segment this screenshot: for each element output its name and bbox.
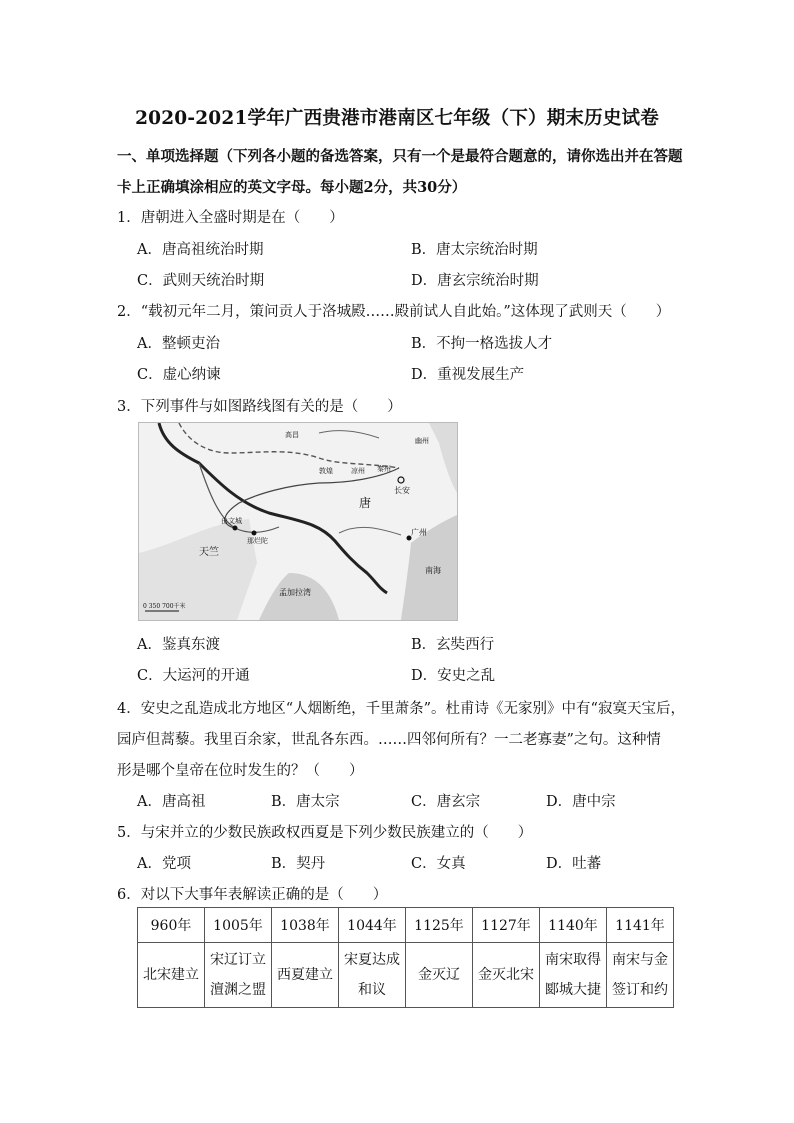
label-liangzhou: 凉州: [351, 467, 365, 475]
changan-marker: [398, 477, 404, 483]
event-text: 南宋与金: [612, 952, 668, 968]
event-cell: [272, 943, 339, 1008]
year-cell: 1005年: [205, 908, 272, 943]
event-text: 金灭辽: [418, 967, 460, 983]
label-scale: 0 350 700千米: [143, 603, 186, 610]
timeline-event-row: [138, 943, 674, 1008]
q5-option-d[interactable]: D．吐蕃: [546, 856, 602, 872]
event-cell: [406, 943, 473, 1008]
q3-option-a[interactable]: A．鉴真东渡: [137, 637, 220, 653]
label-south-sea: 南海: [425, 566, 441, 575]
event-text: 金灭北宋: [478, 967, 534, 983]
event-text: 签订和约: [612, 982, 668, 998]
event-text: 北宋建立: [143, 967, 199, 983]
q4-option-c[interactable]: C．唐玄宗: [411, 794, 481, 810]
question-2-stem: 2．“载初元年二月，策问贡人于洛城殿……殿前试人自此始。”这体现了武则天（ ）: [117, 304, 671, 320]
q5-option-b[interactable]: B．契丹: [271, 856, 326, 872]
event-text: 西夏建立: [277, 967, 333, 983]
nalanda-marker: [252, 531, 257, 536]
year-cell: 1125年: [406, 908, 473, 943]
event-cell: [205, 943, 272, 1008]
q1-option-a[interactable]: A．唐高祖统治时期: [137, 242, 264, 258]
event-cell: [138, 943, 205, 1008]
year-cell: 1140年: [540, 908, 607, 943]
question-5-stem: 5．与宋并立的少数民族政权西夏是下列少数民族建立的（ ）: [117, 825, 533, 841]
route-line-north: [179, 423, 399, 468]
q1-option-b[interactable]: B．唐太宗统治时期: [411, 242, 538, 258]
event-text: 宋辽订立: [210, 952, 266, 968]
label-youzhou: 幽州: [415, 437, 429, 445]
q2-option-b[interactable]: B．不拘一格选拔人才: [411, 336, 553, 352]
label-qutcha: 由文城: [221, 517, 242, 525]
q3-option-d[interactable]: D．安史之乱: [411, 668, 496, 684]
question-4-stem-line-1: 4．安史之乱造成北方地区“人烟断绝，千里萧条”。杜甫诗《无家别》中有“寂寞天宝后，: [117, 701, 685, 717]
year-cell: 1044年: [339, 908, 406, 943]
event-text: 宋夏达成: [344, 952, 400, 968]
event-cell: [473, 943, 540, 1008]
label-dunhuang: 敦煌: [319, 467, 333, 475]
label-tang: 唐: [359, 496, 372, 510]
q3-option-b[interactable]: B．玄奘西行: [411, 637, 495, 653]
section-heading: [117, 141, 697, 203]
q2-option-a[interactable]: A．整顿吏治: [137, 336, 220, 352]
river-north: [319, 431, 379, 438]
event-text: 郾城大捷: [545, 982, 601, 998]
timeline-table: [137, 907, 674, 1008]
year-cell: 1141年: [607, 908, 674, 943]
question-4-stem-line-2: 园庐但蒿藜。我里百余家，世乱各东西。……四邻何所有？一二老寡妻”之句。这种情: [117, 732, 661, 748]
q2-option-d[interactable]: D．重视发展生产: [411, 367, 525, 383]
q4-option-a[interactable]: A．唐高祖: [137, 794, 206, 810]
event-text: 南宋取得: [545, 952, 601, 968]
label-tianzhu: 天竺: [199, 547, 219, 558]
event-cell: [339, 943, 406, 1008]
route-line-return: [225, 468, 399, 528]
route-map-svg: [139, 423, 457, 620]
timeline-year-row: [138, 908, 674, 943]
label-nalanda: 那烂陀: [247, 537, 268, 545]
question-6-stem: 6．对以下大事年表解读正确的是（ ）: [117, 887, 388, 903]
question-4-stem-line-3: 形是哪个皇帝在位时发生的？（ ）: [117, 763, 364, 779]
year-cell: 1038年: [272, 908, 339, 943]
year-cell: 1127年: [473, 908, 540, 943]
label-gaochang: 高昌: [285, 431, 299, 439]
question-3-stem: 3．下列事件与如图路线图有关的是（ ）: [117, 399, 402, 415]
qutcha-marker: [233, 526, 238, 531]
q5-option-c[interactable]: C．女真: [411, 856, 466, 872]
q5-option-a[interactable]: A．党项: [137, 856, 191, 872]
label-guangzhou: 广州: [411, 528, 427, 537]
event-text: 澶渊之盟: [210, 982, 266, 998]
q4-option-b[interactable]: B．唐太宗: [271, 794, 340, 810]
event-cell: [607, 943, 674, 1008]
question-1-stem: 1．唐朝进入全盛时期是在（ ）: [117, 210, 344, 226]
river-yangtze: [339, 527, 401, 535]
section-heading-line-2: 卡上正确填涂相应的英文字母。每小题2分，共30分）: [117, 179, 467, 196]
q1-option-c[interactable]: C．武则天统治时期: [137, 273, 265, 289]
q4-option-d[interactable]: D．唐中宗: [546, 794, 616, 810]
q2-option-c[interactable]: C．虚心纳谏: [137, 367, 221, 383]
sea-east: [429, 423, 457, 493]
page-title: 2020-2021学年广西贵港市港南区七年级（下）期末历史试卷: [135, 108, 659, 129]
label-bay: 孟加拉湾: [279, 588, 311, 597]
year-cell: 960年: [138, 908, 205, 943]
q3-option-c[interactable]: C．大运河的开通: [137, 668, 250, 684]
event-text: 和议: [358, 982, 386, 998]
section-heading-line-1: 一、单项选择题（下列各小题的备选答案，只有一个是最符合题意的，请你选出并在答题: [117, 148, 683, 165]
route-map: [138, 422, 458, 621]
label-changan: 长安: [394, 486, 410, 495]
label-qinzhou: 秦州: [377, 465, 391, 473]
q1-option-d[interactable]: D．唐玄宗统治时期: [411, 273, 539, 289]
event-cell: [540, 943, 607, 1008]
